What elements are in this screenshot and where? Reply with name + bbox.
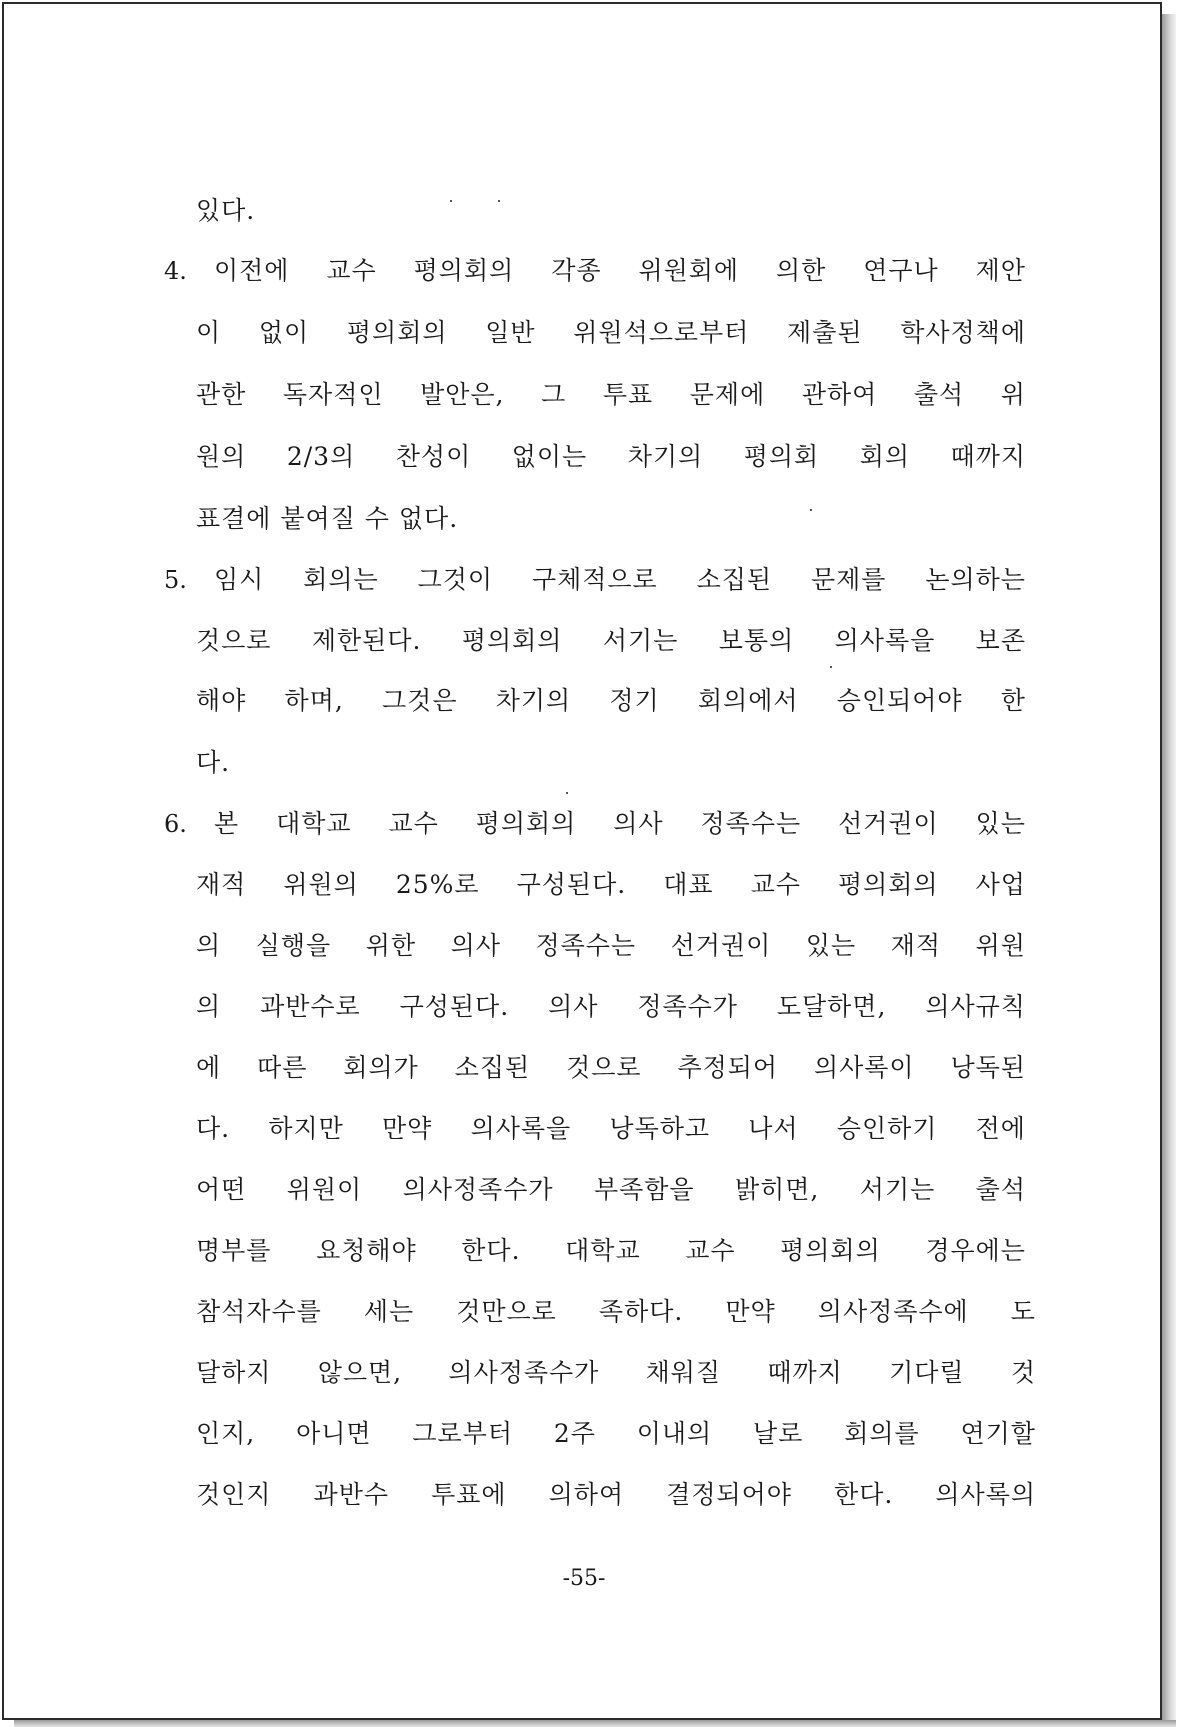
word: 2/3의 bbox=[286, 442, 356, 471]
word: 재적 bbox=[890, 931, 942, 960]
word: 한다. bbox=[461, 1236, 521, 1265]
text-line bbox=[196, 990, 1026, 1024]
word: 선거권이 bbox=[838, 809, 939, 838]
word: 제안 bbox=[975, 256, 1026, 285]
word: 경우에는 bbox=[925, 1236, 1026, 1265]
word: 정족수는 bbox=[535, 931, 637, 960]
word: 문제에 bbox=[689, 380, 766, 409]
word: 출석 bbox=[975, 1175, 1026, 1204]
text-line bbox=[196, 1478, 1036, 1512]
word: 있는 bbox=[975, 809, 1026, 838]
word: 의사 bbox=[613, 809, 664, 838]
page-shadow bbox=[1162, 14, 1176, 1726]
item-number: 6. bbox=[164, 810, 187, 838]
word: 의사 bbox=[548, 992, 599, 1021]
word: 실행을 bbox=[255, 931, 332, 960]
word: 밝히면, bbox=[734, 1175, 820, 1204]
text-line bbox=[196, 440, 1026, 474]
word: 교수 bbox=[326, 256, 377, 285]
word: 관하여 bbox=[801, 380, 878, 409]
word: 회의가 bbox=[343, 1053, 419, 1082]
text-line bbox=[196, 1112, 1026, 1146]
word: 위원의 bbox=[283, 870, 359, 899]
word: 소집된 bbox=[454, 1053, 531, 1082]
word: 대학교 bbox=[276, 809, 352, 838]
scan-speck bbox=[450, 200, 452, 202]
word: 논의하는 bbox=[925, 565, 1026, 594]
word: 세는 bbox=[363, 1297, 415, 1326]
word: 의사록을 bbox=[470, 1114, 572, 1143]
word: 그것이 bbox=[417, 565, 494, 594]
word: 않으면, bbox=[317, 1358, 403, 1387]
word: 낭독하고 bbox=[609, 1114, 711, 1143]
text-line bbox=[196, 1234, 1026, 1268]
word: 평의회의 bbox=[413, 256, 515, 285]
word: 한 bbox=[1000, 686, 1026, 715]
word: 날로 bbox=[753, 1419, 804, 1448]
word: 만약 bbox=[382, 1114, 433, 1143]
word: 도달하면, bbox=[776, 992, 887, 1021]
word: 하지만 bbox=[268, 1114, 344, 1143]
page-shadow bbox=[14, 1720, 1176, 1727]
word: 이내의 bbox=[636, 1419, 713, 1448]
word: 문제를 bbox=[810, 565, 887, 594]
text-line bbox=[196, 316, 1026, 350]
word: 정기 bbox=[609, 686, 660, 715]
text-line bbox=[214, 563, 1026, 597]
word: 회의를 bbox=[844, 1419, 920, 1448]
item-number: 4. bbox=[164, 257, 187, 285]
word: 부족함을 bbox=[593, 1175, 695, 1204]
text-line bbox=[196, 1417, 1036, 1451]
word: 다. bbox=[196, 1114, 231, 1143]
page-content bbox=[4, 4, 1164, 1722]
word: 것만으로 bbox=[456, 1297, 557, 1326]
word: 승인하기 bbox=[836, 1114, 938, 1143]
word: 정족수가 bbox=[637, 992, 738, 1021]
word: 의사정족수가 bbox=[402, 1175, 554, 1204]
word: 의 bbox=[196, 992, 222, 1021]
word: 서기는 bbox=[602, 626, 679, 655]
word: 아니면 bbox=[296, 1419, 372, 1448]
word: 것인지 bbox=[196, 1480, 272, 1509]
scan-speck bbox=[498, 200, 500, 202]
word: 본 bbox=[214, 809, 240, 838]
word: 의사록이 bbox=[813, 1053, 915, 1082]
word: 25%로 bbox=[395, 870, 480, 899]
word: 한다. bbox=[834, 1480, 894, 1509]
word: 그것은 bbox=[382, 686, 458, 715]
word: 어떤 bbox=[196, 1175, 247, 1204]
text-line bbox=[196, 624, 1026, 658]
word: 나서 bbox=[748, 1114, 799, 1143]
word: 평의회의 bbox=[475, 809, 577, 838]
word: 족하다. bbox=[598, 1297, 684, 1326]
word: 구체적으로 bbox=[531, 565, 658, 594]
word: 서기는 bbox=[859, 1175, 936, 1204]
text-line bbox=[196, 1051, 1026, 1085]
word: 의사 bbox=[450, 931, 501, 960]
word: 제출된 bbox=[787, 318, 863, 347]
word: 채워질 bbox=[645, 1358, 722, 1387]
scan-speck bbox=[566, 792, 568, 794]
word: 도 bbox=[1010, 1297, 1036, 1326]
word: 투표 bbox=[602, 380, 654, 409]
word: 위 bbox=[1000, 380, 1026, 409]
text-line bbox=[196, 378, 1026, 412]
word: 평의회 bbox=[743, 442, 820, 471]
word: 회의 bbox=[859, 442, 911, 471]
word: 그로부터 bbox=[412, 1419, 513, 1448]
word: 의사정족수가 bbox=[448, 1358, 600, 1387]
text-line bbox=[196, 1173, 1026, 1207]
word: 회의는 bbox=[303, 565, 379, 594]
word: 제한된다. bbox=[311, 626, 422, 655]
word: 구성된다. bbox=[516, 870, 627, 899]
text-line: 표결에 붙여질 수 없다. bbox=[196, 504, 459, 533]
word: 평의회의 bbox=[837, 870, 939, 899]
text-line bbox=[214, 807, 1026, 841]
word: 보통의 bbox=[718, 626, 795, 655]
word: 과반수로 bbox=[260, 992, 361, 1021]
text-line bbox=[196, 1356, 1036, 1390]
word: 참석자수를 bbox=[196, 1297, 322, 1326]
word: 것으로 bbox=[196, 626, 272, 655]
text-line bbox=[196, 929, 1026, 963]
text-line bbox=[196, 684, 1026, 718]
word: 교수 bbox=[685, 1236, 736, 1265]
item-number: 5. bbox=[164, 566, 187, 594]
word: 있는 bbox=[805, 931, 857, 960]
word: 찬성이 bbox=[395, 442, 472, 471]
word: 따른 bbox=[257, 1053, 308, 1082]
text-line: 있다. bbox=[196, 196, 256, 225]
word: 연구나 bbox=[863, 256, 939, 285]
text-line bbox=[196, 868, 1026, 902]
word: 이 bbox=[196, 318, 222, 347]
word: 정족수는 bbox=[700, 809, 802, 838]
word: 그 bbox=[541, 380, 567, 409]
word: 일반 bbox=[485, 318, 536, 347]
word: 보존 bbox=[975, 626, 1026, 655]
text-line bbox=[196, 1295, 1036, 1329]
word: 때까지 bbox=[767, 1358, 843, 1387]
word: 의사록의 bbox=[935, 1480, 1036, 1509]
word: 전에 bbox=[975, 1114, 1026, 1143]
word: 관한 bbox=[196, 380, 247, 409]
word: 과반수 bbox=[313, 1480, 389, 1509]
word: 의 bbox=[196, 931, 222, 960]
word: 위원이 bbox=[286, 1175, 363, 1204]
word: 평의회의 bbox=[780, 1236, 881, 1265]
word: 것 bbox=[1010, 1358, 1036, 1387]
text-line bbox=[214, 254, 1026, 288]
word: 해야 bbox=[196, 686, 247, 715]
word: 의한 bbox=[775, 256, 827, 285]
scan-speck bbox=[830, 666, 832, 668]
word: 없이 bbox=[258, 318, 310, 347]
word: 것으로 bbox=[566, 1053, 642, 1082]
word: 요청해야 bbox=[316, 1236, 417, 1265]
scan-speck bbox=[810, 509, 812, 511]
word: 평의회의 bbox=[461, 626, 563, 655]
word: 연기할 bbox=[960, 1419, 1036, 1448]
word: 투표에 bbox=[431, 1480, 507, 1509]
word: 때까지 bbox=[950, 442, 1026, 471]
word: 2주 bbox=[553, 1419, 596, 1448]
word: 위한 bbox=[365, 931, 417, 960]
word: 위원석으로부터 bbox=[573, 318, 750, 347]
word: 학사정책에 bbox=[900, 318, 1026, 347]
page-number: -55- bbox=[562, 1566, 606, 1591]
word: 출석 bbox=[913, 380, 965, 409]
word: 만약 bbox=[725, 1297, 776, 1326]
word: 추정되어 bbox=[677, 1053, 779, 1082]
text-line: 다. bbox=[196, 748, 231, 777]
word: 명부를 bbox=[196, 1236, 272, 1265]
word: 차기의 bbox=[495, 686, 572, 715]
word: 하며, bbox=[284, 686, 344, 715]
word: 교수 bbox=[388, 809, 439, 838]
word: 낭독된 bbox=[950, 1053, 1026, 1082]
word: 위원회에 bbox=[638, 256, 740, 285]
word: 원의 bbox=[196, 442, 247, 471]
word: 의사록을 bbox=[834, 626, 936, 655]
word: 위원 bbox=[975, 931, 1026, 960]
word: 각종 bbox=[551, 256, 602, 285]
word: 에 bbox=[196, 1053, 222, 1082]
word: 의사정족수에 bbox=[817, 1297, 969, 1326]
word: 의하여 bbox=[548, 1480, 625, 1509]
word: 선거권이 bbox=[670, 931, 772, 960]
word: 구성된다. bbox=[399, 992, 510, 1021]
word: 결정되어야 bbox=[666, 1480, 792, 1509]
word: 승인되어야 bbox=[836, 686, 963, 715]
word: 인지, bbox=[196, 1419, 256, 1448]
word: 이전에 bbox=[214, 256, 290, 285]
word: 기다릴 bbox=[889, 1358, 965, 1387]
word: 발안은, bbox=[420, 380, 505, 409]
word: 없이는 bbox=[511, 442, 588, 471]
page bbox=[2, 2, 1162, 1720]
word: 대표 bbox=[663, 870, 714, 899]
word: 소집된 bbox=[696, 565, 773, 594]
word: 사업 bbox=[975, 870, 1026, 899]
word: 차기의 bbox=[627, 442, 704, 471]
word: 달하지 bbox=[196, 1358, 272, 1387]
word: 재적 bbox=[196, 870, 247, 899]
word: 회의에서 bbox=[697, 686, 799, 715]
word: 독자적인 bbox=[282, 380, 384, 409]
word: 대학교 bbox=[565, 1236, 641, 1265]
word: 임시 bbox=[214, 565, 265, 594]
word: 평의회의 bbox=[346, 318, 448, 347]
word: 교수 bbox=[750, 870, 801, 899]
word: 의사규칙 bbox=[925, 992, 1026, 1021]
